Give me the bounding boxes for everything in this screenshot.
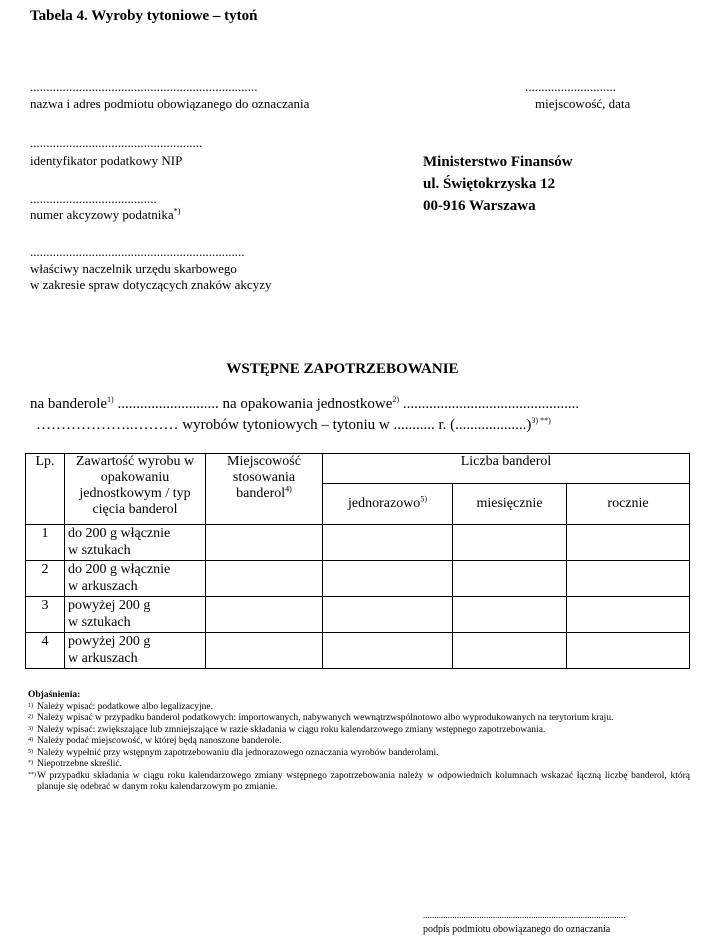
explanations: [28, 690, 690, 794]
note-item: 4) Należy podać miejscowość, w której będą nanoszone banderole.: [28, 736, 282, 746]
signature-label: podpis podmiotu obowiązanego do oznaczania: [423, 924, 611, 935]
row-place-cell[interactable]: [206, 525, 323, 561]
explanations-header: Objaśnienia:: [28, 690, 81, 700]
row-content: do 200 g włącznie w sztukach: [65, 525, 206, 561]
excise-number-label: numer akcyzowy podatnika*): [30, 206, 181, 222]
note-item: 1) Należy wpisać: podatkowe albo legalizacyjne.: [28, 701, 213, 712]
table-row: [26, 633, 690, 669]
table-row: [26, 561, 690, 597]
row-once-cell[interactable]: [323, 561, 453, 597]
col-header-once: jednorazowo$^{5)}$: [323, 484, 453, 525]
row-monthly-cell[interactable]: [453, 525, 567, 561]
row-yearly-cell[interactable]: [567, 597, 690, 633]
banderole-table: [25, 453, 690, 669]
document-heading: WSTĘPNE ZAPOTRZEBOWANIE: [226, 361, 459, 377]
row-content: powyżej 200 g w sztukach: [65, 597, 206, 633]
row-yearly-cell[interactable]: [567, 561, 690, 597]
entity-name-label: nazwa i adres podmiotu obowiązanego do oznaczania: [30, 96, 310, 111]
form-title: Tabela 4. Wyroby tytoniowe – tytoń: [30, 8, 258, 24]
col-header-lp: Lp.: [26, 454, 65, 525]
tax-office-label-2: w zakresie spraw dotyczących znaków akcyzy: [30, 277, 272, 292]
ministry-street: ul. Świętokrzyska 12: [423, 176, 556, 192]
col-header-yearly: rocznie: [567, 484, 690, 525]
row-once-cell[interactable]: [323, 597, 453, 633]
row-monthly-cell[interactable]: [453, 561, 567, 597]
row-lp: 3: [26, 597, 65, 633]
ministry-address: [423, 151, 573, 217]
row-once-cell[interactable]: [323, 525, 453, 561]
excise-number-field[interactable]: .......................................: [30, 191, 157, 206]
place-date-label: miejscowość, data: [535, 96, 631, 111]
row-monthly-cell[interactable]: [453, 633, 567, 669]
row-content: do 200 g włącznie w arkuszach: [65, 561, 206, 597]
row-lp: 2: [26, 561, 65, 597]
row-monthly-cell[interactable]: [453, 597, 567, 633]
row-content: powyżej 200 g w arkuszach: [65, 633, 206, 669]
col-header-content: Zawartość wyrobu w opakowaniu jednostkowym / typ cięcia banderol: [65, 454, 206, 525]
note-item: 3) Należy wpisać: zwiększające lub zmniejszające w razie składania w ciągu roku kalendarzowego zmiany wstępnego zapotrzebowania.: [28, 724, 546, 735]
row-place-cell[interactable]: [206, 597, 323, 633]
signature-field[interactable]: ..........................................................................................: [423, 910, 626, 920]
note-item: 2) Należy wpisać w przypadku banderol podatkowych: importowanych, nabywanych wewnątrzwspólnotowo albo wyprodukowanych na terytorium kraju.: [28, 713, 614, 723]
row-yearly-cell[interactable]: [567, 525, 690, 561]
request-line-2[interactable]: ………………..……… wyrobów tytoniowych – tytoniu w ........... r. (...................)$^{3) **)}$: [36, 416, 551, 433]
row-lp: 4: [26, 633, 65, 669]
ministry-city: 00-916 Warszawa: [423, 198, 536, 214]
row-yearly-cell[interactable]: [567, 633, 690, 669]
row-once-cell[interactable]: [323, 633, 453, 669]
col-header-place: Miejscowość stosowania banderol$^{4)}$: [206, 454, 323, 525]
note-item: *) Niepotrzebne skreślić.: [28, 759, 122, 769]
note-item: 5) Należy wypełnić przy wstępnym zapotrzebowaniu dla jednorazowego oznaczania wyrobów banderolami.: [28, 747, 439, 758]
row-place-cell[interactable]: [206, 561, 323, 597]
ministry-name: Ministerstwo Finansów: [423, 154, 573, 170]
tax-office-label-1: właściwy naczelnik urzędu skarbowego: [30, 261, 237, 276]
place-date-field[interactable]: ............................: [525, 79, 616, 94]
request-line-1[interactable]: na banderole$^{1)}$ ........................... na opakowania jednostkowe$^{2)}$ ...............................................: [30, 395, 580, 412]
table-row: [26, 597, 690, 633]
nip-label: identyfikator podatkowy NIP: [30, 153, 183, 168]
entity-name-field[interactable]: ......................................................................: [30, 79, 258, 94]
note-item: **) W przypadku składania w ciągu roku kalendarzowego zmiany wstępnego zapotrzebowania należy w odpowiednich kolumnach wskazać łączną liczbę banderol, którą planuje się odebrać w danym roku kalendarzowym po zmianie.: [28, 770, 690, 792]
table-row: [26, 525, 690, 561]
tax-office-field[interactable]: ..................................................................: [30, 244, 245, 259]
row-lp: 1: [26, 525, 65, 561]
nip-field[interactable]: .....................................................: [30, 135, 203, 150]
col-header-count: Liczba banderol: [323, 454, 690, 484]
col-header-monthly: miesięcznie: [453, 484, 567, 525]
row-place-cell[interactable]: [206, 633, 323, 669]
